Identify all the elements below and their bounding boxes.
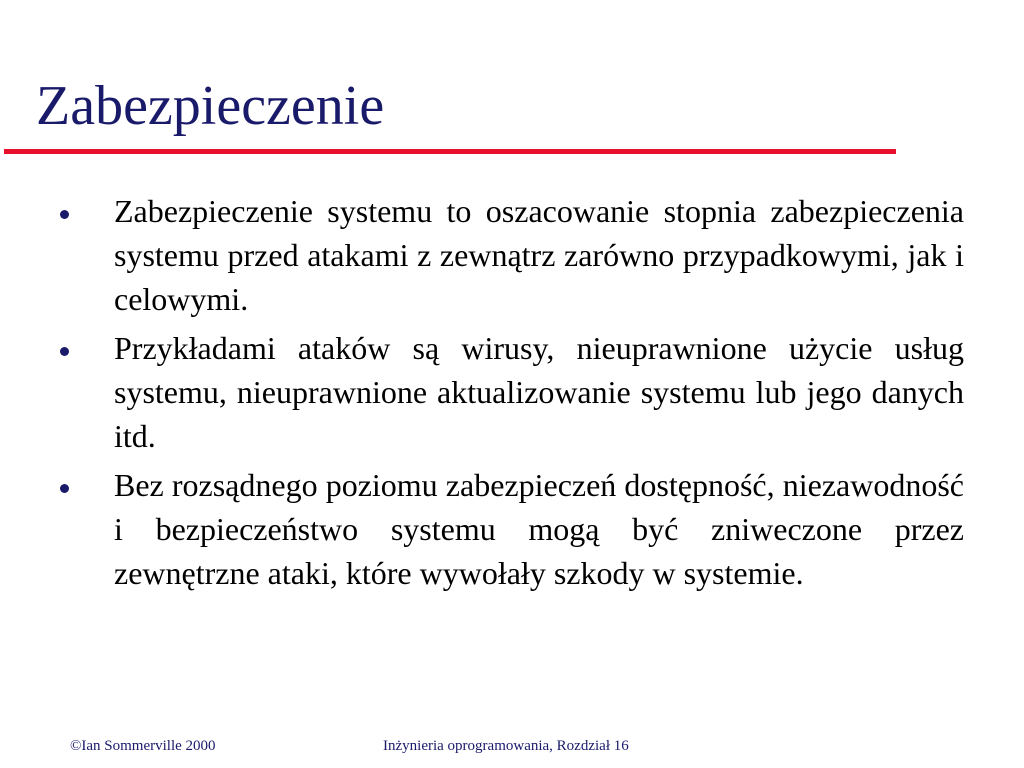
bullet-item (58, 463, 964, 595)
bullet-dot-icon (60, 484, 69, 493)
bullet-dot-icon (60, 210, 69, 219)
bullet-text: Bez rozsądnego poziomu zabezpieczeń dostępność, niezawodność i bezpieczeństwo systemu mogą być zniweczone przez zewnętrzne ataki, które wywołały szkody w systemie. (114, 467, 964, 591)
bullet-text: Przykładami ataków są wirusy, nieuprawnione użycie usług systemu, nieuprawnione aktualizowanie systemu lub jego danych itd. (114, 330, 964, 454)
bullet-item (58, 189, 964, 321)
footer-chapter: Inżynieria oprogramowania, Rozdział 16 (383, 738, 629, 754)
slide-title: Zabezpieczenie (36, 75, 385, 137)
bullet-list (58, 189, 964, 600)
footer-copyright: ©Ian Sommerville 2000 (70, 738, 216, 754)
bullet-item (58, 326, 964, 458)
title-divider (4, 149, 896, 154)
bullet-text: Zabezpieczenie systemu to oszacowanie stopnia zabezpieczenia systemu przed atakami z zewnątrz zarówno przypadkowymi, jak i celowymi. (114, 193, 964, 317)
bullet-dot-icon (60, 347, 69, 356)
